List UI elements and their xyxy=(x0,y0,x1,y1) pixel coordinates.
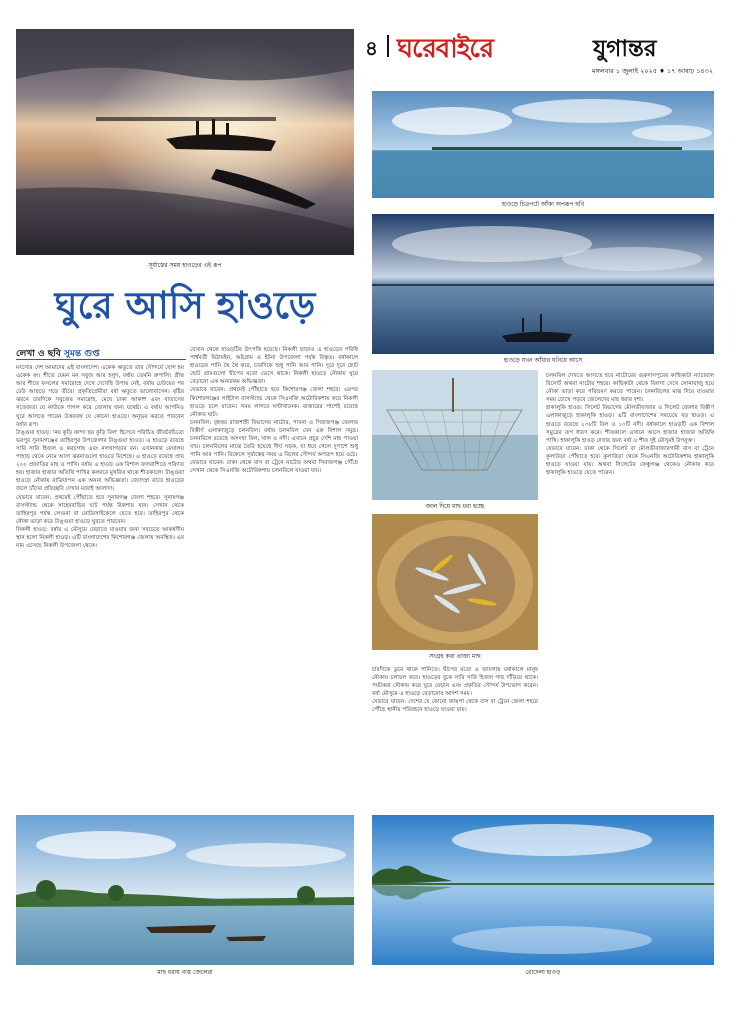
byline-author: সুমন্ত গুপ্ত xyxy=(63,349,100,359)
paragraph: মৎস্যের দেশ আমাদের এই বাংলাদেশ। একেক ঋতুতে তার সৌন্দর্যে যোগ হয় একেক রং। শীতে যেমন মন সবুজ আর হলুদ, বর্ষায় তেমনি রুপালি। গ্রীষ্ম আর শীতে ফসলের সমারোহে দেখে দেখেছি উপায় নেই, বর্ষায় ঢেউয়ের পর ঢেউ আছড়ে পড়ে তীরে। প্রকৃতিপ্রেমীরা বর্ষা ঋতুতে ভালোবাসেন। বৃষ্টির ঝরনে চারদিকে সবুজের সমারোহ, মেঘে ঢাকা আকাশ এবং বাতাসের সতেজতা যে কাউকে পাগল করে তোলার জন্য যথেষ্ট। এ বর্ষায় আপনিও ঘুরে আসতে পারেন উত্তরবঙ্গ যে কোনো হাওড়ে। অনুভব করতে পারবেন বর্ষার রূপ। xyxy=(16,365,184,428)
photo-fishermen xyxy=(16,815,354,965)
photo-sunset-boat xyxy=(16,29,354,255)
article-column-1 xyxy=(16,364,184,804)
caption-fishing-net: জাল দিয়ে মাছ ধরা হচ্ছে xyxy=(425,503,485,510)
article-column-2 xyxy=(190,346,358,804)
paragraph: চারদিকে ডুবে থাকে পানিতে। দ্বীপের মতো এ জায়গায় বর্ষাকালে মানুষ নৌকায় চলাচল করে। হাওড়ের বুকে সারি সারি হিজল গাছ দাঁড়িয়ে থাকে। পর্যটকরা নৌকায় করে ঘুরে বেড়ান এবং প্রকৃতির সৌন্দর্য উপভোগ করেন। বর্ষা মৌসুমে এ হাওড়ে বেড়ানোর আদর্শ সময়। xyxy=(372,667,538,698)
headline: ঘুরে আসি হাওড়ে xyxy=(54,284,316,327)
caption-painted-sky: হাওড়ে চিত্রপটে আঁকা অপরূপ ছবি xyxy=(501,201,585,208)
page-number-divider xyxy=(387,35,389,57)
article-column-3 xyxy=(372,666,538,804)
caption-sunset: সূর্যাস্তের সময় হাওড়ের এই রূপ xyxy=(148,262,222,269)
paragraph-how-to-go: যেভাবে যাবেন: ঢাকা থেকে সিলেট বা মৌলভীবাজারগামী বাস বা ট্রেনে কুলাউড়া পৌঁছাতে হবে। কুলাউড়া থেকে সিএনজি অটোরিকশায় হাকালুকি হাওড়ে যাওয়া যায়। অথবা সিলেটের ফেঞ্চুগঞ্জ থেকেও নৌকায় করে হাকালুকি হাওড়ে যেতে পারেন। xyxy=(546,445,714,477)
caption-fresh-fish: সংগ্রহ করা তাজা মাছ xyxy=(429,653,481,660)
caption-fishermen: মাছ ধরায় ব্যস্ত জেলেরা xyxy=(157,969,213,976)
masthead-logo: যুগান্তর xyxy=(593,35,657,62)
page-title: ঘরেবাইরে xyxy=(397,34,494,64)
paragraph-tanguar-haor: টাঙ্গুয়া হাওড়: 'নয় কুড়ি কান্দা ছয় কুড়ি বিল' হিসেবে পরিচিত জীববৈচিত্র্যে ভরপুর সুনামগঞ্জের তাহিরপুর উপজেলার টাঙ্গুয়া হাওড়। এ হাওড়ে রয়েছে সারি সারি হিজল ও করচগাছ এবং নলখাগড়ার বন। এখানকার মেঘালয় পাহাড় থেকে নেমে আসা ঝরনাগুলো হাওড়ে মিশেছে। এ হাওড়ে রয়েছে প্রায় ২০০ প্রজাতির মাছ ও পাখি। বর্ষায় এ হাওড় এক বিশাল জলরাশিতে পরিণত হয়। হাজার হাজার অতিথি পাখির কলরবে মুখরিত থাকে শীতকালে। টাঙ্গুয়া হাওড়ে নৌকায় রাত্রিযাপন এক অনন্য অভিজ্ঞতা। জ্যোৎস্না রাতে হাওড়ের জলে চাঁদের প্রতিচ্ছবি দেখার মজাই আলাদা। xyxy=(16,429,184,493)
photo-fresh-fish xyxy=(372,514,538,650)
paragraph-nikli-haor: নিকলী হাওড়: বর্ষার এ মৌসুমে বেড়াতে যাওয়ার জন্য সবচেয়ে আকর্ষণীয় স্থান হলো নিকলী হাওড়। এটি বাংলাদেশের কিশোরগঞ্জ জেলায় অবস্থিত। এর নাম এসেছে নিকলী উপজেলা থেকে। xyxy=(16,526,184,550)
caption-dusk: হাওড়ে যখন আঁধার ঘনিয়ে আসে xyxy=(503,357,583,364)
byline-rule xyxy=(16,359,186,360)
photo-dusk xyxy=(372,214,714,354)
paragraph-chalan-beel: চলনবিল: বৃহত্তর রাজশাহী বিভাগের নাটোর, পাবনা ও সিরাজগঞ্জ জেলার বিস্তীর্ণ এলাকাজুড়ে চলনবিল। বর্ষায় চলনবিল যেন এক বিশাল সমুদ্র। চলনবিলে রয়েছে অসংখ্য বিল, খাল ও নদী। এখানে প্রচুর দেশি মাছ পাওয়া যায়। চলনবিলের মাঝে তৈরি হয়েছে দীর্ঘ সড়ক, যা ধরে গেলে দুপাশে শুধু পানি আর পানি। বিকেলে সূর্যাস্তের সময় এ বিলের সৌন্দর্য অপরূপ হয়ে ওঠে। xyxy=(190,419,358,459)
page-number: ৪ xyxy=(365,36,378,60)
paragraph: চলনবিল দেখতে আসতে হবে নাটোরের গুরুদাসপুরের কাছিকাটা ন্যাচারাল রিসোর্ট অথবা নাটোর শহরে। কাছিকাটা থেকে বিলসা দেখে সোনাবাজু হয়ে নৌকা ভাড়া করে পরিভ্রমণ করতে পারেন। চলনবিলের মাঝ দিয়ে যাওয়ার সময় চোখে পড়বে জেলেদের মাছ ধরার দৃশ্য। xyxy=(546,373,714,404)
paragraph-how-to-go: যেভাবে যাবেন: প্রথমেই পৌঁছাতে হবে সুনামগঞ্জ জেলা শহরে। সুনামগঞ্জ বাসস্ট্যান্ড থেকে সাহেববাড়ির ঘাট পর্যন্ত রিকশায় যান। সেখান থেকে তাহিরপুর পর্যন্ত লেগুনা বা মোটরসাইকেলে যেতে হবে। তাহিরপুর থেকে নৌকা ভাড়া করে টাঙ্গুয়া হাওড়ে ঘুরতে পারবেন। xyxy=(16,494,184,525)
byline-prefix: লেখা ও ছবি xyxy=(16,349,64,359)
paragraph-how-to-go: যেভাবে যাবেন: প্রথমেই পৌঁছাতে হবে কিশোরগঞ্জ জেলা শহরে। এরপর কিশোরগঞ্জের গাইটাল বাসস্ট্যান্ড থেকে সিএনজি অটোরিকশায় করে নিকলী হাওড়ে চলে যাবেন। সময় লাগবে ঘণ্টাখানেক। বাজারের পাশেই রয়েছে নৌকার ঘাট। xyxy=(190,387,358,418)
photo-painted-sky xyxy=(372,91,714,198)
photo-rodela-haor xyxy=(372,815,714,965)
paragraph: যেখান থেকে হাওড়টির উৎপত্তি হয়েছে। নিকলী ছাড়াও এ হাওড়ের পরিধি পার্শ্ববর্তী মিঠামইন, অষ্টগ্রাম ও ইটনা উপজেলা পর্যন্ত বিস্তৃত। বর্ষাকালে হাওড়ের পানি থৈ থৈ করে, চারদিকে শুধু পানি আর পানি। দূরে দূরে ছোট ছোট গ্রামগুলো দ্বীপের মতো ভেসে থাকে। নিকলী হাওড়ে নৌকায় ঘুরে বেড়ানো এক অন্যরকম অভিজ্ঞতা। xyxy=(190,347,358,386)
paragraph-how-to-go: যেভাবে যাবেন: দেশের যে কোনো জায়গা থেকে বাস বা ট্রেনে জেলা শহরে পৌঁছে স্থানীয় পরিবহনে হাওড়ে যাওয়া যায়। xyxy=(372,699,538,714)
paragraph-hakaluki-haor: হাকালুকি হাওড়: সিলেট বিভাগের মৌলভীবাজার ও সিলেট জেলার বিস্তীর্ণ এলাকাজুড়ে হাকালুকি হাওড়। এটি বাংলাদেশের সবচেয়ে বড় হাওড়। এ হাওড়ে রয়েছে ২৩৮টি বিল ও ১০টি নদী। বর্ষাকালে হাওড়টি এক বিশাল সমুদ্রের রূপ ধারণ করে। শীতকালে এখানে আসে হাজার হাজার অতিথি পাখি। হাকালুকি হাওড় দেখার জন্য বর্ষা ও শীত দুই মৌসুমই উপযুক্ত। xyxy=(546,405,714,444)
page-header xyxy=(365,26,725,96)
caption-rodela: রোদেলা হাওড় xyxy=(525,969,561,976)
paragraph-how-to-go: যেভাবে যাবেন: ঢাকা থেকে বাস বা ট্রেনে নাটোর অথবা সিরাজগঞ্জ পৌঁছে সেখান থেকে সিএনজি অটোরিকশায় চলনবিলে যাওয়া যায়। xyxy=(190,460,358,475)
article-column-4 xyxy=(546,372,714,804)
date-line: মঙ্গলবার ১ জুলাই ২০২৫ ♦ ১৭ আষাঢ় ১৪৩২ xyxy=(592,67,714,75)
photo-fishing-net xyxy=(372,370,538,500)
